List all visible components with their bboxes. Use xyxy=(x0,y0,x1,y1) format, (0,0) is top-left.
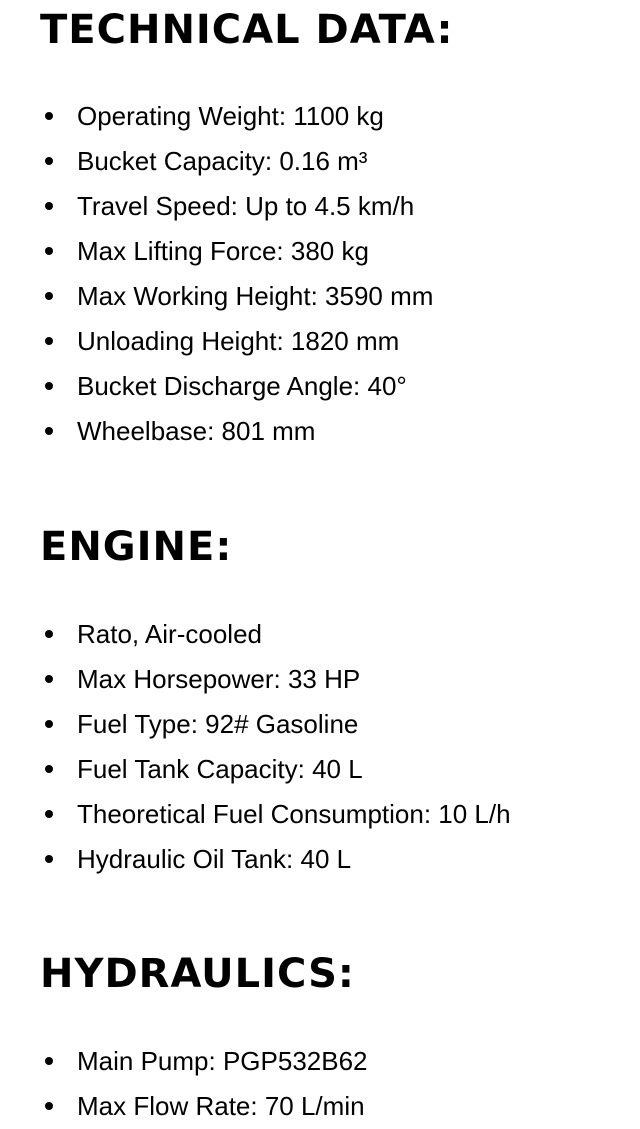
spec-text: Hydraulic Oil Tank: 40 L xyxy=(77,844,352,874)
bullet-icon xyxy=(45,1057,53,1065)
spec-text: Travel Speed: Up to 4.5 km/h xyxy=(77,191,415,221)
engine-section xyxy=(0,519,640,874)
list-item xyxy=(0,229,640,274)
list-item xyxy=(0,94,640,139)
bullet-icon xyxy=(45,720,53,728)
list-item xyxy=(0,184,640,229)
spec-text: Bucket Capacity: 0.16 m³ xyxy=(77,146,368,176)
bullet-icon xyxy=(45,157,53,165)
spec-text: Fuel Type: 92# Gasoline xyxy=(77,709,359,739)
spec-text: Main Pump: PGP532B62 xyxy=(77,1046,368,1076)
bullet-icon xyxy=(45,765,53,773)
spec-text: Fuel Tank Capacity: 40 L xyxy=(77,754,363,784)
technical-data-heading: TECHNICAL DATA: xyxy=(40,7,454,53)
bullet-icon xyxy=(45,630,53,638)
list-item xyxy=(0,837,640,882)
list-item xyxy=(0,274,640,319)
hydraulics-heading: HYDRAULICS: xyxy=(40,951,355,997)
hydraulics-list xyxy=(0,1039,640,1129)
spec-text: Wheelbase: 801 mm xyxy=(77,416,316,446)
technical-data-list xyxy=(0,94,640,454)
bullet-icon xyxy=(45,855,53,863)
bullet-icon xyxy=(45,675,53,683)
spec-text: Max Horsepower: 33 HP xyxy=(77,664,361,694)
spec-text: Unloading Height: 1820 mm xyxy=(77,326,400,356)
list-item xyxy=(0,319,640,364)
technical-data-section xyxy=(0,2,640,446)
bullet-icon xyxy=(45,382,53,390)
list-item xyxy=(0,747,640,792)
bullet-icon xyxy=(45,247,53,255)
spec-text: Rato, Air-cooled xyxy=(77,619,262,649)
list-item xyxy=(0,1084,640,1129)
list-item xyxy=(0,702,640,747)
list-item xyxy=(0,1039,640,1084)
list-item xyxy=(0,612,640,657)
spec-text: Max Working Height: 3590 mm xyxy=(77,281,434,311)
engine-heading: ENGINE: xyxy=(40,524,233,570)
bullet-icon xyxy=(45,1102,53,1110)
engine-list xyxy=(0,612,640,882)
list-item xyxy=(0,792,640,837)
bullet-icon xyxy=(45,202,53,210)
bullet-icon xyxy=(45,337,53,345)
spec-text: Max Lifting Force: 380 kg xyxy=(77,236,369,266)
bullet-icon xyxy=(45,427,53,435)
list-item xyxy=(0,364,640,409)
hydraulics-section xyxy=(0,946,640,1121)
bullet-icon xyxy=(45,810,53,818)
spec-text: Bucket Discharge Angle: 40° xyxy=(77,371,407,401)
bullet-icon xyxy=(45,112,53,120)
list-item xyxy=(0,657,640,702)
list-item xyxy=(0,139,640,184)
spec-text: Max Flow Rate: 70 L/min xyxy=(77,1091,365,1121)
bullet-icon xyxy=(45,292,53,300)
spec-text: Operating Weight: 1100 kg xyxy=(77,101,384,131)
list-item xyxy=(0,409,640,454)
spec-text: Theoretical Fuel Consumption: 10 L/h xyxy=(77,799,511,829)
